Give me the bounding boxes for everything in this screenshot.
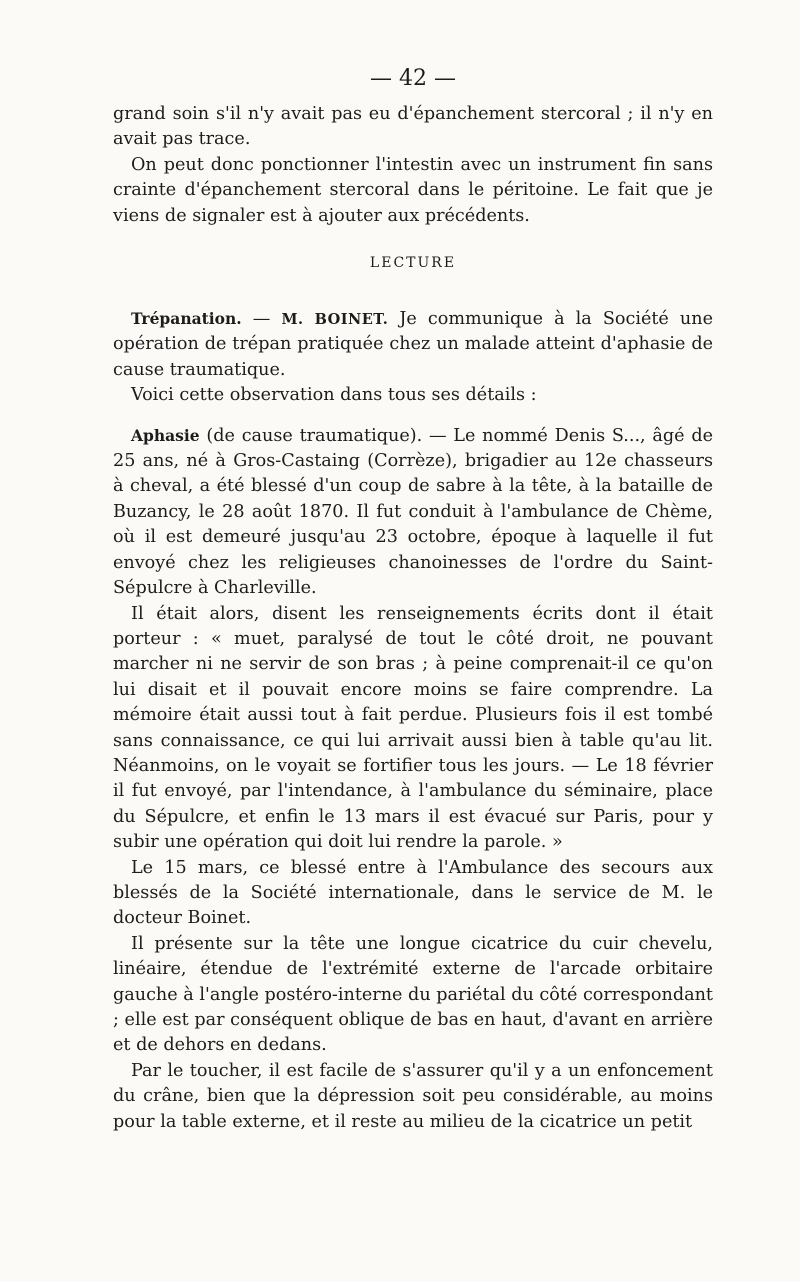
book-page — [113, 62, 713, 1135]
aphasie-title: Aphasie — [131, 425, 200, 445]
paragraph-scar: Il présente sur la tête une longue cicatrice du cuir chevelu, linéaire, étendue de l'extrémité externe de l'arcade orbitaire gauche à l'angle postéro-interne du pariétal du côté correspondant ; elle est par conséquent oblique de bas en haut, d'avant en arrière et de dehors en dedans. — [113, 933, 713, 1056]
paragraph-intro: Voici cette observation dans tous ses détails : — [131, 385, 537, 406]
paragraph-admission: Le 15 mars, ce blessé entre à l'Ambulance des secours aux blessés de la Société internationale, dans le service de M. le docteur Boinet. — [113, 857, 713, 929]
trepanation-dash: — — [241, 309, 282, 330]
aphasie-text: (de cause traumatique). — Le nommé Denis S..., âgé de 25 ans, né à Gros-Castaing (Corrèze), brigadier au 12e chasseurs à cheval, a été blessé d'un coup de sabre à la tête, à la bataille de Buzancy, le 28 août 1870. Il fut conduit à l'ambulance de Chème, où il est demeuré jusqu'au 23 octobre, époque à laquelle il fut envoyé chez les religieuses chanoinesses de l'ordre du Saint-Sépulcre à Charleville. — [113, 425, 713, 599]
paragraph-depression: Par le toucher, il est facile de s'assurer qu'il y a un enfoncement du crâne, bien que la dépression soit peu considérable, au moins pour la table externe, et il reste au milieu de la cicatrice un petit — [113, 1060, 713, 1132]
trepanation-author: M. BOINET. — [281, 311, 389, 329]
section-heading-lecture: LECTURE — [369, 255, 457, 272]
paragraph-aphasie — [113, 423, 713, 602]
paragraph-puncture: On peut donc ponctionner l'intestin avec un instrument fin sans crainte d'épanchement stercoral dans le péritoine. Le fait que je viens de signaler est à ajouter aux précédents. — [113, 154, 713, 226]
paragraph-continuation: grand soin s'il n'y avait pas eu d'épanchement stercoral ; il n'y en avait pas trace. — [113, 104, 713, 150]
page-number: — 42 — — [370, 66, 456, 91]
paragraph-report: Il était alors, disent les renseignements écrits dont il était porteur : « muet, paralysé de tout le côté droit, ne pouvant marcher ni ne servir de son bras ; à peine comprenait-il ce qu'on lui disait et il pouvait encore moins se faire comprendre. La mémoire était aussi tout à fait perdue. Plusieurs fois il est tombé sans connaissance, ce qui lui arrivait aussi bien à table qu'au lit. Néanmoins, on le voyait se fortifier tous les jours. — Le 18 février il fut envoyé, par l'intendance, à l'ambulance du séminaire, place du Sépulcre, et enfin le 13 mars il est évacué sur Paris, pour y subir une opération qui doit lui rendre la parole. » — [113, 603, 713, 853]
trepanation-text: Je communique à la Société une opération de trépan pratiquée chez un malade atteint d'aphasie de cause traumatique. — [113, 309, 713, 380]
paragraph-trepanation — [113, 306, 713, 383]
trepanation-title: Trépanation. — [131, 309, 242, 329]
